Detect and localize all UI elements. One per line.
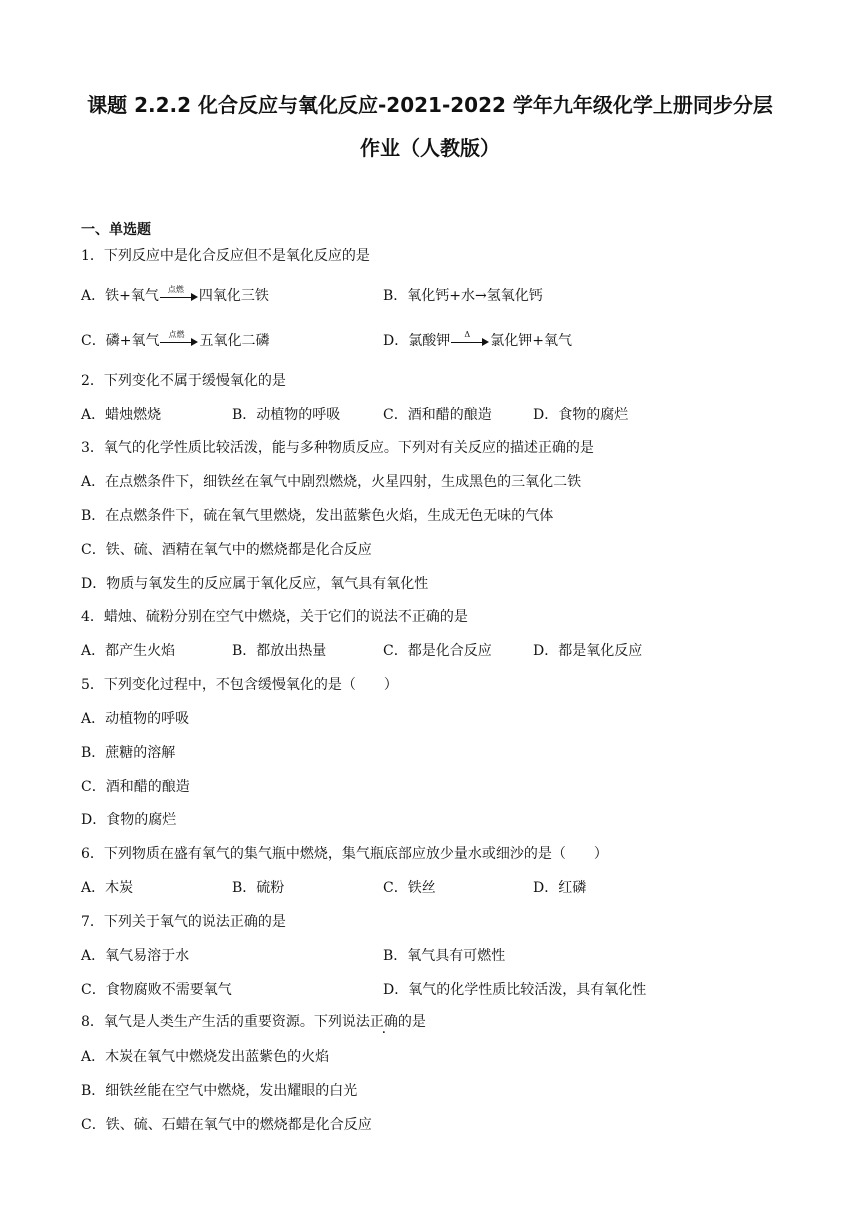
question-4-option-c: C．都是化合反应 — [383, 643, 492, 659]
reaction-condition: Δ — [464, 330, 471, 339]
question-7-option-a: A．氧气易溶于水 — [81, 948, 190, 964]
option-d-reactants: D．氯酸钾 — [383, 333, 451, 349]
question-5-option-d: D．食物的腐烂 — [81, 812, 177, 828]
reaction-arrow-icon — [160, 330, 198, 348]
option-a-product: 四氧化三铁 — [198, 288, 269, 304]
question-7-option-d: D．氧气的化学性质比较活泼，具有氧化性 — [383, 982, 647, 998]
question-6-stem: 6．下列物质在盛有氧气的集气瓶中燃烧，集气瓶底部应放少量水或细沙的是（ ） — [81, 846, 608, 862]
question-3-option-b: B．在点燃条件下，硫在氧气里燃烧，发出蓝紫色火焰，生成无色无味的气体 — [81, 508, 554, 524]
question-8-stem-end: 的是 — [397, 1014, 426, 1030]
question-6-option-c: C．铁丝 — [383, 880, 436, 896]
question-2-option-b: B．动植物的呼吸 — [232, 407, 341, 423]
option-d-product: 氯化钾+氧气 — [490, 333, 572, 349]
question-8-emphasis: 正确 — [369, 1014, 398, 1030]
document-title-line2: 作业（人教版） — [360, 136, 500, 160]
question-2-option-c: C．酒和醋的酿造 — [383, 407, 492, 423]
question-6-option-b: B．硫粉 — [232, 880, 285, 896]
section-heading: 一、单选题 — [81, 222, 151, 238]
question-1-option-d — [383, 332, 572, 350]
question-6-option-a: A．木炭 — [81, 880, 134, 896]
question-5-option-a: A．动植物的呼吸 — [81, 711, 190, 727]
question-3-stem: 3．氧气的化学性质比较活泼，能与多种物质反应。下列对有关反应的描述正确的是 — [81, 440, 594, 456]
question-4-option-d: D．都是氧化反应 — [533, 643, 643, 659]
question-1-option-b: B．氧化钙+水→氢氧化钙 — [383, 288, 543, 304]
option-c-reactants: C．磷+氧气 — [81, 333, 160, 349]
question-7-option-c: C．食物腐败不需要氧气 — [81, 982, 232, 998]
question-3-option-c: C．铁、硫、酒精在氧气中的燃烧都是化合反应 — [81, 542, 372, 558]
question-3-option-d: D．物质与氧发生的反应属于氧化反应，氧气具有氧化性 — [81, 576, 429, 592]
question-1-option-c — [81, 332, 269, 350]
question-4-option-a: A．都产生火焰 — [81, 643, 176, 659]
reaction-condition: 点燃 — [167, 285, 184, 294]
question-5-stem: 5．下列变化过程中，不包含缓慢氧化的是（ ） — [81, 677, 398, 693]
reaction-condition: 点燃 — [168, 330, 185, 339]
question-8-option-a: A．木炭在氧气中燃烧发出蓝紫色的火焰 — [81, 1049, 330, 1065]
reaction-arrow-icon — [160, 285, 198, 303]
document-title-line1: 课题 2.2.2 化合反应与氧化反应-2021-2022 学年九年级化学上册同步分层 — [87, 93, 773, 117]
option-c-product: 五氧化二磷 — [199, 333, 270, 349]
question-2-option-d: D．食物的腐烂 — [533, 407, 629, 423]
question-7-option-b: B．氧气具有可燃性 — [383, 948, 506, 964]
question-4-option-b: B．都放出热量 — [232, 643, 327, 659]
question-8-stem-start: 8．氧气是人类生产生活的重要资源。下列说法 — [81, 1014, 370, 1030]
question-7-stem: 7．下列关于氧气的说法正确的是 — [81, 914, 286, 930]
question-1-option-a — [81, 287, 269, 305]
question-4-stem: 4．蜡烛、硫粉分别在空气中燃烧，关于它们的说法不正确的是 — [81, 609, 468, 625]
question-3-option-a: A．在点燃条件下，细铁丝在氧气中剧烈燃烧，火星四射，生成黑色的三氧化二铁 — [81, 474, 582, 490]
option-a-reactants: A．铁+氧气 — [81, 288, 159, 304]
question-8-option-b: B．细铁丝能在空气中燃烧，发出耀眼的白光 — [81, 1083, 358, 1099]
question-5-option-b: B．蔗糖的溶解 — [81, 745, 176, 761]
question-1-stem: 1．下列反应中是化合反应但不是氧化反应的是 — [81, 248, 370, 264]
question-8-stem — [81, 1013, 426, 1031]
question-6-option-d: D．红磷 — [533, 880, 587, 896]
question-2-option-a: A．蜡烛燃烧 — [81, 407, 162, 423]
question-8-option-c: C．铁、硫、石蜡在氧气中的燃烧都是化合反应 — [81, 1117, 372, 1133]
question-2-stem: 2．下列变化不属于缓慢氧化的是 — [81, 373, 286, 389]
reaction-arrow-icon — [451, 330, 489, 348]
question-5-option-c: C．酒和醋的酿造 — [81, 779, 190, 795]
